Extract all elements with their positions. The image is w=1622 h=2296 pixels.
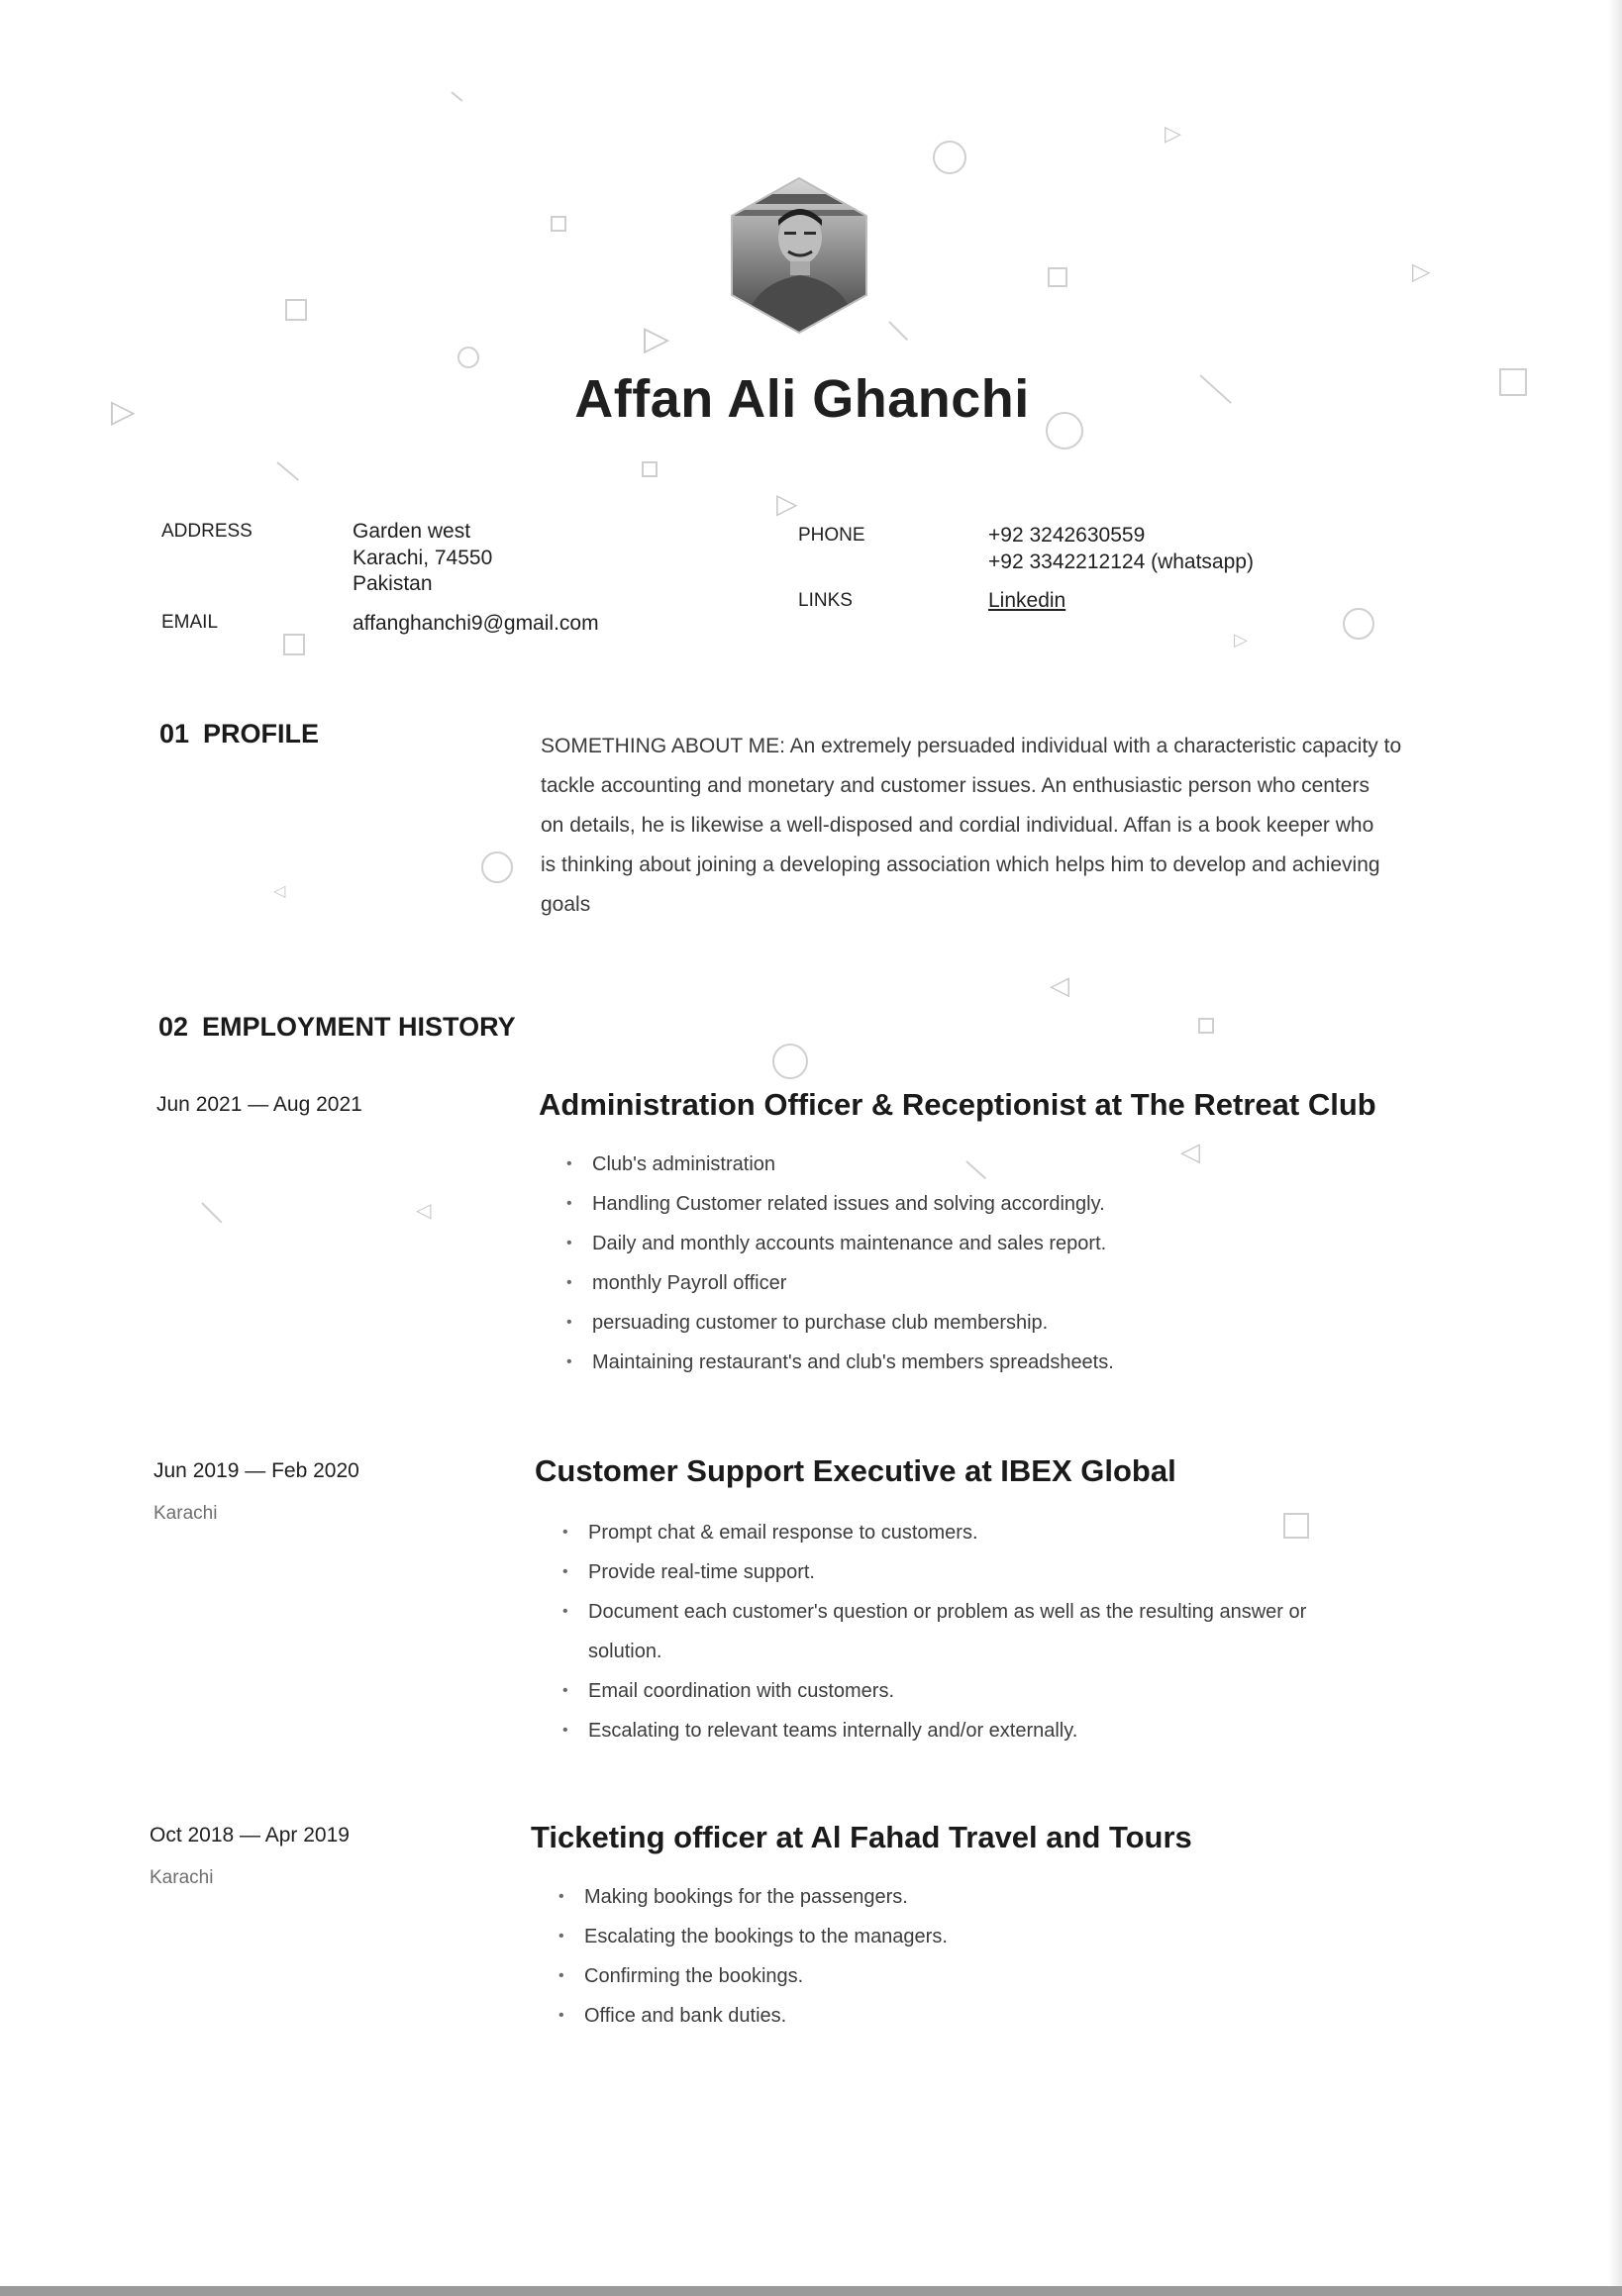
address-line: Garden west	[353, 520, 471, 543]
triangle-outline-icon: ▷	[776, 488, 798, 519]
section-label: PROFILE	[203, 719, 320, 749]
list-item: • Confirming the bookings.	[557, 1956, 1408, 1996]
list-item: • persuading customer to purchase club membership.	[564, 1303, 1416, 1343]
triangle-outline-icon: ◁	[273, 883, 286, 900]
list-item	[560, 1592, 1412, 1671]
diagonal-line-icon	[451, 91, 462, 102]
list-item: • Maintaining restaurant's and club's members spreadsheets.	[564, 1343, 1416, 1382]
address-line: Karachi, 74550	[353, 547, 493, 569]
triangle-outline-icon: ◁	[416, 1200, 432, 1222]
email-value[interactable]: affanghanchi9@gmail.com	[353, 612, 599, 635]
diagonal-line-icon	[201, 1202, 222, 1223]
links-label: LINKS	[798, 590, 853, 611]
job-city: Karachi	[153, 1503, 218, 1524]
triangle-outline-icon: ▷	[111, 393, 136, 429]
triangle-outline-icon: ◁	[1050, 970, 1069, 1000]
job-title: Customer Support Executive at IBEX Global	[535, 1453, 1176, 1488]
circle-outline-icon	[457, 347, 479, 368]
list-item: • Provide real-time support.	[560, 1552, 1412, 1592]
section-number: 01	[159, 719, 190, 749]
job-title: Ticketing officer at Al Fahad Travel and Tours	[531, 1820, 1192, 1854]
triangle-outline-icon: ▷	[1165, 121, 1181, 146]
square-outline-icon	[642, 461, 658, 477]
triangle-outline-icon: ◁	[1180, 1137, 1200, 1166]
square-outline-icon	[1048, 267, 1067, 287]
scan-edge	[1608, 0, 1622, 2296]
circle-outline-icon	[772, 1044, 808, 1079]
list-item: • Escalating to relevant teams internally and/or externally.	[560, 1711, 1412, 1750]
list-item: • Email coordination with customers.	[560, 1671, 1412, 1711]
profile-section-title	[159, 719, 319, 749]
profile-line: SOMETHING ABOUT ME: An extremely persuaded individual with a characteristic capacity to	[541, 735, 1402, 757]
job-title: Administration Officer & Receptionist at The Retreat Club	[539, 1087, 1376, 1122]
scan-edge	[0, 2286, 1622, 2296]
list-item: • Office and bank duties.	[557, 1996, 1408, 2036]
list-item-wrap: solution.	[588, 1641, 662, 1662]
triangle-outline-icon: ▷	[1234, 630, 1248, 649]
list-item: • monthly Payroll officer	[564, 1263, 1416, 1303]
circle-outline-icon	[933, 141, 966, 174]
linkedin-link[interactable]: Linkedin	[988, 589, 1066, 612]
job-dates: Jun 2019 — Feb 2020	[153, 1459, 359, 1482]
list-item-text: Document each customer's question or problem as well as the resulting answer or	[588, 1601, 1307, 1623]
square-outline-icon	[283, 634, 305, 655]
circle-outline-icon	[481, 851, 513, 883]
triangle-outline-icon: ▷	[644, 320, 670, 357]
list-item: • Making bookings for the passengers.	[557, 1877, 1408, 1917]
phone-value[interactable]: +92 3342212124 (whatsapp)	[988, 550, 1254, 573]
square-outline-icon	[1198, 1018, 1214, 1034]
triangle-outline-icon: ▷	[1412, 258, 1431, 285]
profile-line: on details, he is likewise a well-disposed and cordial individual. Affan is a book keeper who	[541, 814, 1374, 837]
employment-section-title	[158, 1012, 516, 1043]
square-outline-icon	[1499, 368, 1527, 396]
diagonal-line-icon	[888, 321, 908, 341]
diagonal-line-icon	[276, 461, 299, 481]
phone-value[interactable]: +92 3242630559	[988, 524, 1146, 547]
page-title: Affan Ali Ghanchi	[574, 369, 1030, 429]
profile-photo-icon	[729, 176, 869, 335]
list-item: • Daily and monthly accounts maintenance and sales report.	[564, 1224, 1416, 1263]
list-item: • Club's administration	[564, 1145, 1416, 1184]
email-label: EMAIL	[161, 612, 219, 633]
square-outline-icon	[551, 216, 566, 232]
address-label: ADDRESS	[161, 521, 253, 542]
profile-photo	[729, 176, 869, 335]
list-item: • Prompt chat & email response to customers.	[560, 1513, 1412, 1552]
square-outline-icon	[285, 299, 307, 321]
profile-line: tackle accounting and monetary and customer issues. An enthusiastic person who centers	[541, 774, 1369, 797]
job-duties-list	[560, 1513, 1412, 1750]
list-item: • Handling Customer related issues and solving accordingly.	[564, 1184, 1416, 1224]
profile-line: goals	[541, 893, 591, 916]
job-dates: Oct 2018 — Apr 2019	[150, 1824, 350, 1847]
job-duties-list	[564, 1145, 1416, 1382]
diagonal-line-icon	[1199, 374, 1232, 404]
job-city: Karachi	[150, 1867, 214, 1888]
profile-line: is thinking about joining a developing association which helps him to develop and achieving	[541, 853, 1380, 876]
section-label: EMPLOYMENT HISTORY	[202, 1012, 516, 1042]
list-item: • Escalating the bookings to the managers.	[557, 1917, 1408, 1956]
circle-outline-icon	[1343, 608, 1374, 640]
address-line: Pakistan	[353, 572, 433, 595]
profile-text	[541, 727, 1432, 925]
job-dates: Jun 2021 — Aug 2021	[156, 1093, 362, 1116]
section-number: 02	[158, 1012, 189, 1042]
phone-label: PHONE	[798, 525, 865, 546]
job-duties-list	[557, 1877, 1408, 2036]
